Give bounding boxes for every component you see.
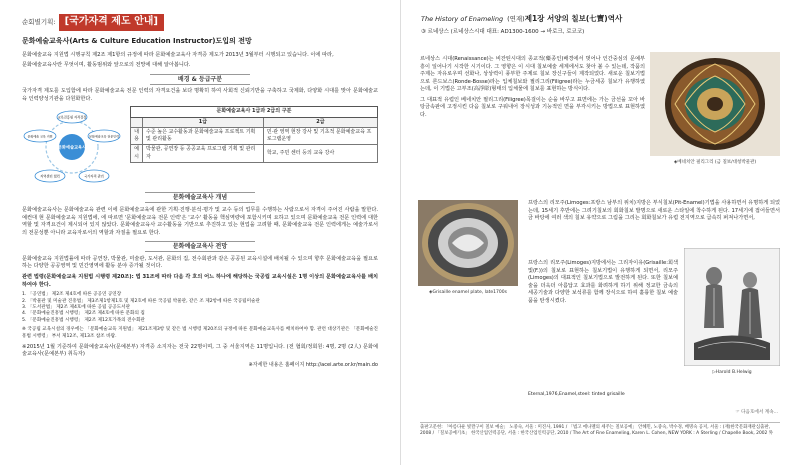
- table-cell: 민·관 영역 현장 강사 및 기초적 문화예술교육 프로그램운영: [263, 127, 377, 145]
- grisaille-plate-center: [438, 218, 498, 268]
- references: 출판고문헌: 「아름다운 빛깔구이 칠보 예술」 노중숙, 서울 : 미진사, 1991 / 「법고 에나멜의 세주는 칠보공예」 안혜민, 노중숙, 박수경, 배명숙 공저, 서울 : (재)한국문화재관심출판, 2008 / 「칠보공예기초」 한국산업인력공단, 서울 : 한국산업인력공단, 2010 / The Art of Fine Enameling, Karen L. Cohen, NEW YORK : A Sterling / Chapelle Book, 2002 外: [420, 422, 780, 438]
- table-header: [131, 117, 143, 127]
- svg-text:문화예술교육 전문인력: 문화예술교육 전문인력: [89, 134, 119, 139]
- law-heading: 관련 법령(문화예술교육 지원법 시행령 제20조): 법 31조에 따라 다음 각 호의 어느 하나에 해당하는 국공립 교육시설은 1명 이상의 문화예술교육사를 배치하여야 한다.: [22, 274, 378, 288]
- law-list: [22, 292, 378, 324]
- list-item: 2. 「박물관 및 미술관 진흥법」 제3조제1항제1호 및 제2호에 따른 국공립 박물관, 같은 조 제2항에 따른 국공립미술관: [22, 298, 260, 304]
- filigree-necklace-image: [650, 52, 780, 156]
- table-row: [131, 145, 378, 163]
- list-item: 1. 「공연법」 제2조 제4호에 따른 공공연 공연장: [22, 292, 122, 298]
- svg-text:교육진흥원 자격검정: 교육진흥원 자격검정: [57, 115, 87, 120]
- svg-text:국가자격 관리: 국가자격 관리: [84, 174, 104, 179]
- limoges-paragraph-2: 프랑스의 리모주(Limoges)지방에서는 그리자이유(Grisaille:회색빛(F.))의 칠보로 표현하는 칠보기법이 유행하게 되면서, 리모주(Limoges)의 대표적인 칠보기법으로 발전하게 된다. 또한 칠보예술을 더욱더 아름답고 효과를 화려하게 하기 위해 정교한 금속의 세공기술과 다양한 보석류를 함께 장식으로 하여 훌륭한 칠보 예술품을 탄생시켰다.: [528, 260, 678, 304]
- svg-text:문화예술 교육 지원: 문화예술 교육 지원: [27, 134, 53, 139]
- table-row-head: 내용: [131, 127, 143, 145]
- concept-paragraph: 문화예술교육사는 문화예술교육 관련 이에 문화예술교육에 관한 기획·진행·분석·평가 및 교수 등의 업무를 수행하는 사람으로서 자격이 주어진 사람을 말한다. 예컨대 현 문화예술교육 지원법에, 에 따르면 '문화예술교육 전문 인력'은 '교수' 활동을 핵심역량에 포함시키며 요하고 있으며 문화예술교육 전문 인력에 대한 역할 및 자격요건이 제시되어 있지 않았다. 문화예술교육사 교수활동을 기반으로 추진하고 있는 현업을 고려할 때, 문화예술교육 전문 인력에게는 예술가로서의 전문성뿐 아니라 교육자로서의 역할과 자질을 필요로 한다.: [22, 207, 378, 236]
- table-row-head: 예시: [131, 145, 143, 163]
- list-item: 5. 「문화예술진흥법 시행령」 제2조 제12호가목의 전수회관: [22, 317, 145, 323]
- list-item: 3. 「도서관법」 제2조 제4호에 따른 공립 공공도서관: [22, 304, 131, 310]
- section-title-concept: 문화예술교육사 개념: [22, 194, 378, 203]
- background-paragraph: 국가자격 제도를 도입함에 따라 문화예술교육 전문 인력의 자격요건을 보다 명확히 하여 사회적 신뢰기반을 구축하고 국제화, 다양화 시대를 맞아 문화예술교육 인력양성기관을 다원화한다.: [22, 88, 378, 102]
- renaissance-paragraph-2: 그 대표적 유럽인 베네치안 필리그리(Filigree)목걸이는 순을 바꾸고 표면에는 가는 금선을 꼬아 바탕금속판에 고정시킨 다음 칠보로 구워내어 장식성과 기능적인 면을 부각시키는 방법으로 표현하였다.: [420, 96, 645, 118]
- filigree-caption: ◈베네치안 필리그리 (금 칠보/대청박물관): [673, 159, 757, 165]
- svg-text:지역센터 협력: 지역센터 협력: [40, 174, 60, 179]
- table-caption: 문화예술교육사 1급과 2급의 구분: [131, 107, 378, 117]
- article-subtitle: 문화예술교육사(Arts & Culture Education Instructor)도입의 전망: [22, 36, 252, 45]
- series-label: 순회별기획:: [22, 17, 56, 26]
- intro-paragraph-2: 문화예술교육사란 무엇이며, 활동범위와 앞으로의 전망에 대해 알아봅니다.: [22, 62, 191, 69]
- history-title: 제1장 서양의 칠보(七寶)역사: [524, 14, 623, 23]
- website-link[interactable]: ※자세한 내용은 홈페이지 http://acei.arte.or.kr/main.do: [248, 361, 378, 368]
- diagram-node-4: [35, 170, 65, 182]
- table-cell: 박물관, 공연장 등 공공교육 프로그램 기획 및 관리자: [143, 145, 264, 163]
- renaissance-text: [420, 56, 645, 122]
- table-cell: 학교, 주민 센터 등의 교육 강사: [263, 145, 377, 163]
- limoges-paragraph-1: 프랑스의 리모주(Limoges:프랑스 남부의 위치)지방은 부식칠보(Pit-Enamel)기법을 사용하면서 유명하게 되었는데, 15세기 후반에는 그려기칠보의 회화칠보 발명으로 새로운 스타일에 착수하게 된다. 17세기에 접어들면서 금 바탕에 여러 색의 칠보 유약으로 그림을 그리는 회화칠보가 유럽 전지역으로 급속히 퍼져나가면서,: [528, 200, 780, 222]
- diagram-node-3: [79, 170, 109, 182]
- filigree-image-block: [650, 52, 780, 170]
- intro-paragraph-1: 문화예술교육 지원법 시행규칙 제2조 제1항의 규정에 따라 문화예술교육사 자격증 제도가 2013년 3월부터 시행되고 있습니다. 이에 따라,: [22, 51, 334, 58]
- eternal-artwork-block: [684, 248, 780, 396]
- outlook-paragraph: 문화예술교육 지원법률에 따라 공연장, 박물관, 미술관, 도서관, 문화의 집, 전수회관과 같은 공공된 교육시설에 배치될 수 있으며 향후 문화예술교육을 필요로 하는 다양한 공공영역 및 민간영역에 활동 분야 증가될 것이다.: [22, 255, 378, 270]
- table-header: 2급: [263, 117, 377, 127]
- grisaille-plate-image: [418, 200, 518, 286]
- table-header-row: [131, 117, 378, 127]
- list-item: 4. 「문화예술진흥법 시행령」 제2조 제4호에 따른 문화의 집: [22, 311, 145, 317]
- diagram-node-2: [88, 130, 120, 142]
- eternal-artwork-image: [684, 248, 780, 366]
- funding-note: ※2015년 1월 기준하여 문화예술교육사(문예본부) 자격증 소지자는 전국 22명이며, 그 중 서울지역은 11명입니다. (전 협회/정회원: 4명, 2명 (2人) 문화예술교육사(문예본부) 취득자): [22, 343, 378, 358]
- limoges-text-top: [528, 200, 780, 226]
- history-header: [421, 14, 780, 25]
- table-row: [131, 127, 378, 145]
- grade-table: [130, 106, 378, 163]
- renaissance-paragraph-1: 르네상스 시대(Renaissance)는 비잔틴시대의 종교적(藥종인)배경에서 벗어나 인간중심의 문예부흥이 일어나기 시작한 시기이다. 그 영향은 이 시대 칠보예술 세계에서도 찾아 볼 수 있는데, 작품의 주제는 자유로우며 선화나, 상상력이 풍부한 주제로 칠보 장신구들이 제작되었다. 새로운 칠보기법으로 론드보스(Ronde-Bosse)라는 입체칠보와 필리그리(Filigree)라는 누금세공 칠보가 유행하였는데, 이 기법은 고부조(高浮彫)형태의 입체물에 칠보를 표현하는 방식이다.: [420, 56, 645, 93]
- grisaille-caption: ◈Grisaille enamel plate, late1700s: [429, 289, 507, 295]
- section-title-background: 배경 & 등급구분: [22, 76, 378, 85]
- title-row: [22, 14, 378, 31]
- limoges-text-bottom: [528, 260, 678, 308]
- grisaille-plate-block: [418, 200, 518, 305]
- law-note: ※ 국공립 교육시설의 경우에는 「문화예술교육 지원법」 제21조제3항 및 같은 법 시행령 제20조의 규정에 따른 문화예술교육사를 배치하여야 함. 관련 대상기관은 「문화예술진흥법 시행령」 부서 제12조, 제13조 참조 바람.: [22, 327, 378, 339]
- diagram-node-5: [24, 130, 56, 142]
- continued-note: ☞ 다음호에서 계속...: [735, 410, 778, 415]
- history-label: The History of Enameling: [421, 14, 504, 23]
- section-title-outlook: 문화예술교육사 전망: [22, 243, 378, 252]
- diagram-center-node: [58, 134, 87, 160]
- table-cell: 수준 높은 교수활동과 문화예술교육 프로젝트 기획 및 관리활동: [143, 127, 264, 145]
- diagram-and-table: [22, 106, 378, 188]
- eternal-subcaption: Eternal,1976,Enamel,steel: tinted grisaille: [528, 392, 625, 397]
- filigree-inner-pattern: [685, 77, 745, 131]
- diagram-node-1: [57, 111, 87, 123]
- era-line: ③ 르네상스 (르네상스시대 대표: AD1300-1600 → 바로크, 로코코): [421, 28, 585, 35]
- cycle-diagram: [22, 106, 122, 188]
- table-header: 1급: [143, 117, 264, 127]
- eternal-caption: ▷Harold B.Helwig: [712, 369, 752, 375]
- history-part: (연재): [507, 14, 525, 23]
- page-title: [국가자격 제도 안내]: [59, 14, 164, 31]
- table-caption-row: [131, 107, 378, 117]
- diagram-center-label: 문화예술교육사: [57, 144, 87, 150]
